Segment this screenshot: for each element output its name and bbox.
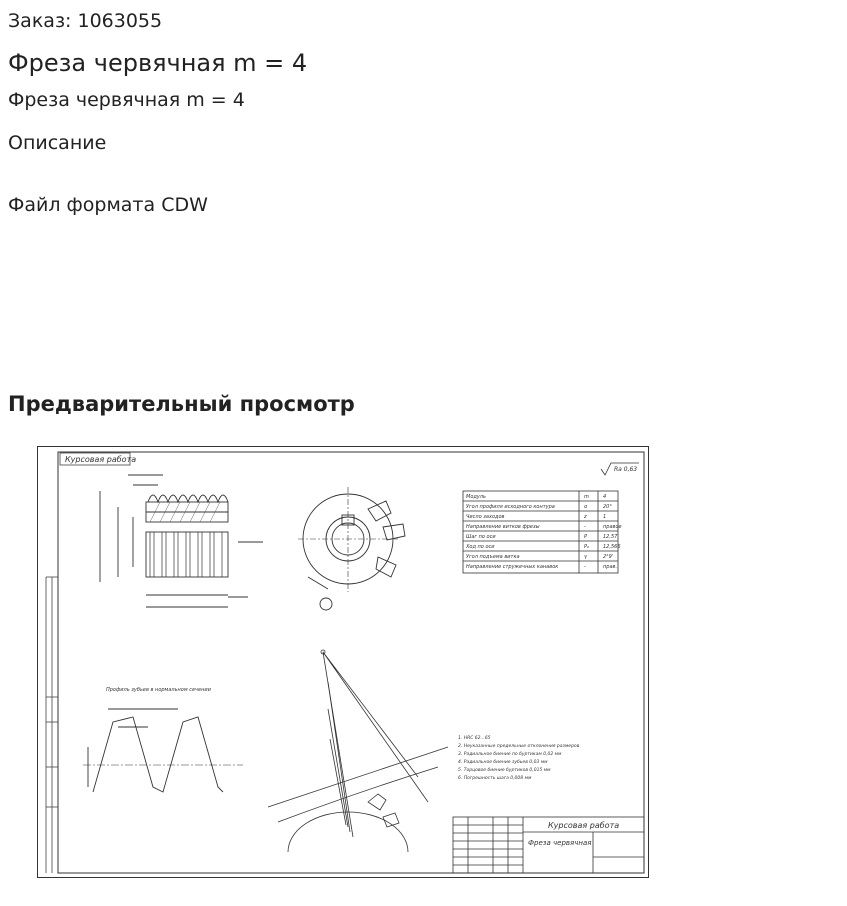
- product-title: Фреза червячная m = 4: [8, 49, 308, 77]
- top-stamp-text: Курсовая работа: [65, 455, 137, 464]
- table-row-value: 1: [603, 514, 607, 520]
- file-format-text: Файл формата CDW: [8, 194, 208, 216]
- table-row-symbol: α: [584, 504, 588, 510]
- table-row-symbol: P: [584, 534, 588, 540]
- title-block-stamp: Курсовая работа: [548, 821, 620, 830]
- table-row-label: Угол профиля исходного контура: [466, 504, 555, 510]
- table-row-value: 12,57: [603, 534, 618, 540]
- table-row-label: Угол подъема витка: [466, 554, 520, 560]
- table-row-label: Направление стружечных канавок: [466, 564, 559, 570]
- title-block-part-name: Фреза червячная: [528, 839, 592, 847]
- table-row-label: Число заходов: [466, 514, 505, 520]
- tooth-profile: [83, 709, 243, 792]
- table-header-label: Модуль: [466, 494, 486, 500]
- drawing-preview-image[interactable]: [37, 446, 649, 878]
- table-row-value: правое: [603, 524, 622, 530]
- table-row-symbol: -: [584, 524, 586, 530]
- note-line: 2. Неуказанные предельные отклонения размеров: [458, 744, 580, 749]
- preview-heading: Предварительный просмотр: [8, 392, 355, 416]
- hob-side-view: [100, 475, 263, 607]
- order-number: Заказ: 1063055: [8, 10, 163, 32]
- table-header-value: 4: [603, 494, 607, 500]
- note-line: 6. Погрешность шага 0,008 мм: [458, 776, 532, 781]
- table-row-symbol: P₀: [584, 544, 590, 550]
- svg-text:Ra 0,63: Ra 0,63: [614, 466, 638, 473]
- product-subtitle: Фреза червячная m = 4: [8, 89, 245, 111]
- table-row-symbol: z: [584, 514, 587, 520]
- table-row-value: прав.: [603, 564, 618, 570]
- table-row-label: Шаг по оси: [466, 534, 496, 540]
- generating-diagram: [268, 650, 448, 852]
- note-line: 3. Радиальное биение по буртикам 0,02 мм: [458, 752, 562, 757]
- table-row-label: Ход по оси: [466, 544, 495, 550]
- note-line: 1. HRC 62...65: [458, 736, 491, 741]
- table-row-symbol: γ: [584, 554, 587, 560]
- section-label: Профиль зубьев в нормальном сечении: [106, 687, 211, 693]
- table-row-value: 2°9': [603, 554, 614, 560]
- note-line: 5. Торцовое биение буртиков 0,015 мм: [458, 768, 551, 773]
- description-heading: Описание: [8, 132, 107, 154]
- table-row-label: Направление витков фрезы: [466, 524, 540, 530]
- note-line: 4. Радиальное биение зубьев 0,03 мм: [458, 760, 548, 765]
- table-row-value: 20°: [603, 504, 612, 510]
- hob-front-view: [298, 487, 405, 610]
- technical-drawing: [38, 447, 648, 877]
- roughness-mark: [601, 463, 639, 475]
- table-row-value: 12,566: [603, 544, 621, 550]
- table-header-symbol: m: [584, 494, 589, 500]
- table-row-symbol: -: [584, 564, 586, 570]
